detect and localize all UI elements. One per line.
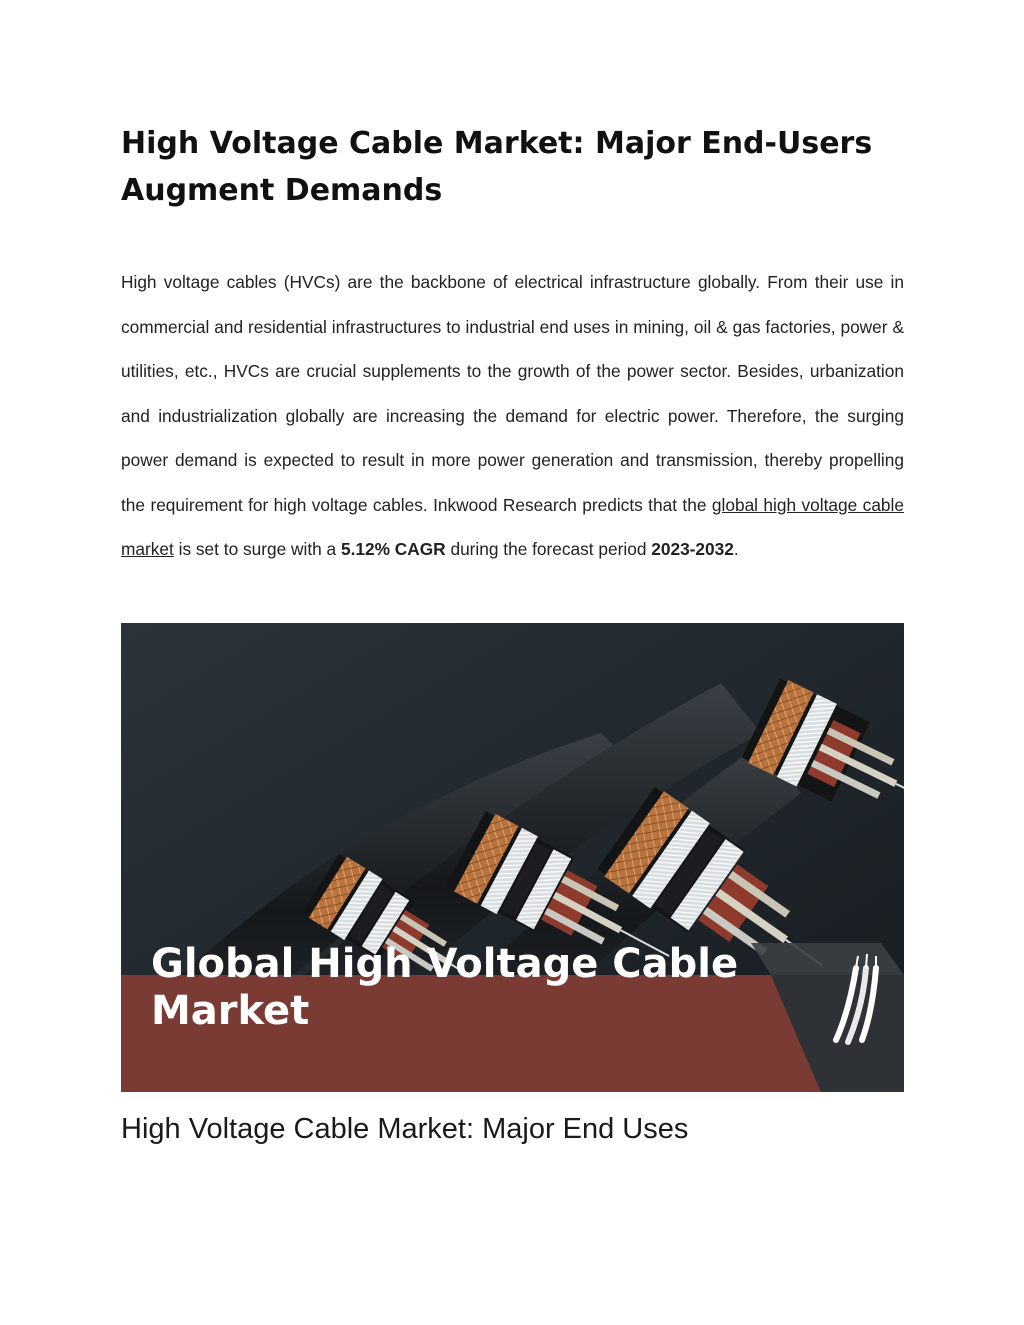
banner-title [151,941,811,1035]
cable-banner-image [121,623,904,1092]
section-heading: High Voltage Cable Market: Major End Uses [121,1113,689,1145]
intro-paragraph [121,260,904,572]
page-title: High Voltage Cable Market: Major End-Users Augment Demands [121,126,873,208]
banner-title-line-1: Global High Voltage Cable [151,941,739,987]
cagr-value: 5.12% CAGR [340,539,446,559]
intro-text-end: . [733,539,739,559]
market-report-link[interactable]: global high voltage cable market [121,494,904,559]
intro-text-period: during the forecast period [445,539,652,559]
intro-text-continued: is set to surge with a [173,539,341,559]
intro-text: High voltage cables (HVCs) are the backbone of electrical infrastructure globally. From their use in commercial and residential infrastructures to industrial end uses in mining, oil & gas factories, power & utilities, etc., HVCs are crucial supplements to the growth of the power sector. Besides, urbanization and industrialization globally are increasing the demand for electric power. Therefore, the surging power demand is expected to result in more power generation and transmission, thereby propelling the requirement for high voltage cables. Inkwood Research predicts that the [121,272,904,515]
banner-title-line-2: Market [151,988,310,1034]
forecast-period: 2023-2032 [651,539,734,559]
